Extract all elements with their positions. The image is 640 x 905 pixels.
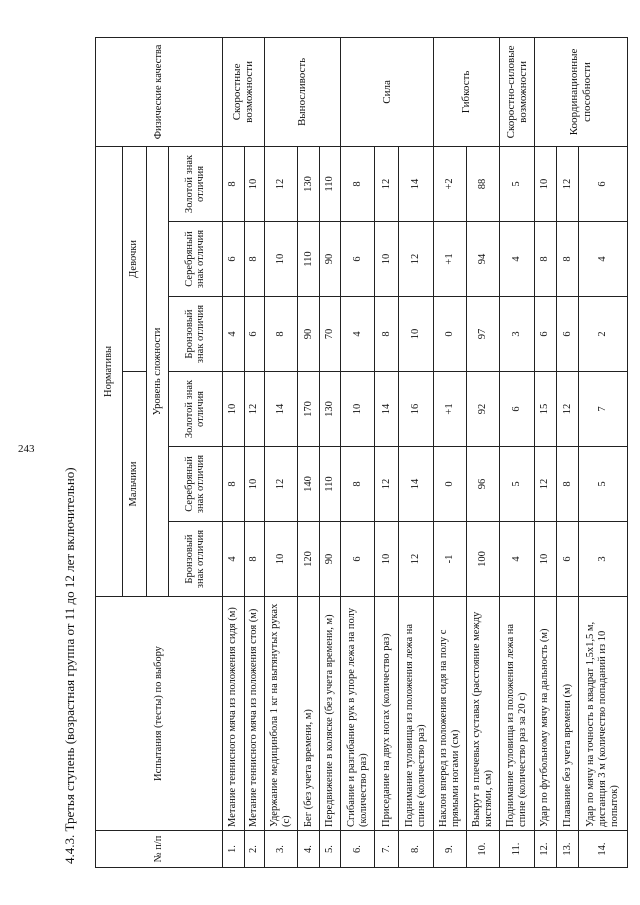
table-row — [341, 37, 374, 867]
test-name: Поднимание туловища из положения лежа на спине (количество раз) — [399, 597, 433, 831]
header-boys: Мальчики — [122, 372, 146, 597]
test-name: Бег (без учета времени, м) — [298, 597, 320, 831]
norm-boys-gold: 12 — [244, 372, 264, 447]
table-row — [320, 37, 341, 867]
norm-girls-bronze: 97 — [466, 297, 499, 372]
norm-girls-silver: 94 — [466, 222, 499, 297]
table-row — [374, 37, 398, 867]
norm-girls-bronze: 6 — [244, 297, 264, 372]
norm-girls-gold: 5 — [500, 146, 534, 221]
physical-quality: Координационные способности — [534, 37, 627, 146]
row-number: 3. — [264, 831, 297, 868]
header-boys-bronze: Бронзовый знак отличия — [169, 522, 222, 597]
norm-boys-silver: 110 — [320, 447, 341, 522]
table-body — [222, 37, 627, 867]
table-row — [244, 37, 264, 867]
row-number: 5. — [320, 831, 341, 868]
test-name: Сгибание и разгибание рук в упоре лежа на полу (количество раз) — [341, 597, 374, 831]
norm-girls-bronze: 3 — [500, 297, 534, 372]
norm-boys-silver: 8 — [222, 447, 244, 522]
norm-girls-gold: 110 — [320, 146, 341, 221]
norm-boys-gold: 6 — [500, 372, 534, 447]
header-level: Уровень сложности — [147, 146, 169, 596]
row-number: 14. — [579, 831, 628, 868]
physical-quality: Выносливость — [264, 37, 341, 146]
norm-boys-gold: 130 — [320, 372, 341, 447]
header-girls-gold: Золотой знак отличия — [169, 146, 222, 221]
norm-girls-silver: 110 — [298, 222, 320, 297]
norm-boys-bronze: 4 — [222, 522, 244, 597]
header-quality: Физические качества — [96, 37, 223, 146]
norm-boys-gold: 92 — [466, 372, 499, 447]
norm-boys-bronze: 6 — [341, 522, 374, 597]
norm-boys-silver: 96 — [466, 447, 499, 522]
norm-girls-silver: 90 — [320, 222, 341, 297]
norm-girls-bronze: 6 — [556, 297, 578, 372]
row-number: 2. — [244, 831, 264, 868]
norm-girls-bronze: 4 — [341, 297, 374, 372]
table-row — [264, 37, 297, 867]
test-name: Выкрут в плечевых суставах (расстояние между кистями, см) — [466, 597, 499, 831]
norm-girls-gold: 8 — [222, 146, 244, 221]
norm-boys-gold: 10 — [222, 372, 244, 447]
row-number: 13. — [556, 831, 578, 868]
table-row — [466, 37, 499, 867]
header-norms: Нормативы — [96, 146, 123, 596]
norm-boys-bronze: 10 — [374, 522, 398, 597]
norm-girls-gold: 12 — [264, 146, 297, 221]
norm-girls-silver: 6 — [222, 222, 244, 297]
norm-girls-gold: 88 — [466, 146, 499, 221]
norm-girls-gold: 130 — [298, 146, 320, 221]
norm-girls-gold: +2 — [433, 146, 466, 221]
norm-girls-silver: 8 — [534, 222, 556, 297]
row-number: 6. — [341, 831, 374, 868]
row-number: 8. — [399, 831, 433, 868]
norm-boys-silver: 10 — [244, 447, 264, 522]
row-number: 11. — [500, 831, 534, 868]
test-name: Поднимание туловища из положения лежа на спине (количество раз за 20 с) — [500, 597, 534, 831]
table-container — [95, 38, 628, 868]
norm-girls-silver: 4 — [579, 222, 628, 297]
norm-boys-bronze: 120 — [298, 522, 320, 597]
test-name: Удар по мячу на точность в квадрат 1,5x1,5 м, дистанция 3 м (количество попаданий из 10 попыток) — [579, 597, 628, 831]
norm-girls-silver: +1 — [433, 222, 466, 297]
norm-girls-bronze: 4 — [222, 297, 244, 372]
norm-boys-silver: 5 — [500, 447, 534, 522]
norm-girls-gold: 14 — [399, 146, 433, 221]
norm-girls-bronze: 10 — [399, 297, 433, 372]
norm-girls-silver: 8 — [556, 222, 578, 297]
table-row — [579, 37, 628, 867]
norm-boys-bronze: 10 — [264, 522, 297, 597]
header-boys-gold: Золотой знак отличия — [169, 372, 222, 447]
table-row — [534, 37, 556, 867]
norm-boys-silver: 5 — [579, 447, 628, 522]
test-name: Удержание медицинбола 1 кг на вытянутых руках (с) — [264, 597, 297, 831]
norm-girls-bronze: 90 — [298, 297, 320, 372]
norm-girls-silver: 4 — [500, 222, 534, 297]
table-row — [556, 37, 578, 867]
norm-boys-gold: 170 — [298, 372, 320, 447]
norm-boys-gold: 7 — [579, 372, 628, 447]
norm-boys-bronze: 10 — [534, 522, 556, 597]
norm-boys-bronze: 3 — [579, 522, 628, 597]
norm-boys-gold: 10 — [341, 372, 374, 447]
norm-boys-gold: 12 — [556, 372, 578, 447]
norm-boys-bronze: 6 — [556, 522, 578, 597]
physical-quality: Гибкость — [433, 37, 500, 146]
norm-boys-bronze: 4 — [500, 522, 534, 597]
test-name: Плавание без учета времени (м) — [556, 597, 578, 831]
table-row — [433, 37, 466, 867]
test-name: Метание теннисного мяча из положения стоя (м) — [244, 597, 264, 831]
table-row — [298, 37, 320, 867]
norm-girls-bronze: 8 — [374, 297, 398, 372]
norm-boys-silver: 8 — [556, 447, 578, 522]
test-name: Метание теннисного мяча из положения сидя (м) — [222, 597, 244, 831]
norm-boys-gold: 16 — [399, 372, 433, 447]
header-girls-bronze: Бронзовый знак отличия — [169, 297, 222, 372]
row-number: 9. — [433, 831, 466, 868]
norm-boys-bronze: 8 — [244, 522, 264, 597]
physical-quality: Сила — [341, 37, 433, 146]
section-heading: 4.4.3. Третья ступень (возрастная группа от 11 до 12 лет включительно) — [62, 467, 77, 864]
physical-quality: Скоростно-силовые возможности — [500, 37, 534, 146]
norm-boys-silver: 140 — [298, 447, 320, 522]
norm-boys-silver: 8 — [341, 447, 374, 522]
norm-girls-silver: 6 — [341, 222, 374, 297]
norm-boys-silver: 12 — [374, 447, 398, 522]
norm-girls-gold: 12 — [556, 146, 578, 221]
norm-boys-silver: 0 — [433, 447, 466, 522]
row-number: 7. — [374, 831, 398, 868]
norm-girls-gold: 12 — [374, 146, 398, 221]
norms-table — [95, 37, 628, 868]
norm-boys-bronze: 12 — [399, 522, 433, 597]
norm-girls-gold: 10 — [534, 146, 556, 221]
norm-girls-bronze: 70 — [320, 297, 341, 372]
norm-boys-silver: 12 — [534, 447, 556, 522]
norm-girls-silver: 12 — [399, 222, 433, 297]
table-row — [222, 37, 244, 867]
norm-girls-silver: 10 — [264, 222, 297, 297]
row-number: 4. — [298, 831, 320, 868]
norm-girls-bronze: 6 — [534, 297, 556, 372]
norm-boys-gold: +1 — [433, 372, 466, 447]
test-name: Наклон вперед из положения сидя на полу с прямыми ногами (см) — [433, 597, 466, 831]
test-name: Удар по футбольному мячу на дальность (м) — [534, 597, 556, 831]
header-girls-silver: Серебряный знак отличия — [169, 222, 222, 297]
row-number: 12. — [534, 831, 556, 868]
norm-girls-bronze: 2 — [579, 297, 628, 372]
table-row — [500, 37, 534, 867]
row-number: 1. — [222, 831, 244, 868]
table-row — [399, 37, 433, 867]
norm-boys-bronze: -1 — [433, 522, 466, 597]
norm-boys-gold: 14 — [374, 372, 398, 447]
norm-boys-gold: 15 — [534, 372, 556, 447]
norm-boys-bronze: 100 — [466, 522, 499, 597]
norm-girls-gold: 6 — [579, 146, 628, 221]
norm-boys-gold: 14 — [264, 372, 297, 447]
norm-boys-bronze: 90 — [320, 522, 341, 597]
norm-boys-silver: 14 — [399, 447, 433, 522]
header-num: № п/п — [96, 831, 223, 868]
page-number: 243 — [18, 443, 35, 455]
norm-girls-bronze: 0 — [433, 297, 466, 372]
norm-girls-silver: 10 — [374, 222, 398, 297]
norm-boys-silver: 12 — [264, 447, 297, 522]
norm-girls-gold: 8 — [341, 146, 374, 221]
header-test: Испытания (тесты) по выбору — [96, 597, 223, 831]
row-number: 10. — [466, 831, 499, 868]
test-name: Приседание на двух ногах (количество раз) — [374, 597, 398, 831]
header-boys-silver: Серебряный знак отличия — [169, 447, 222, 522]
norm-girls-silver: 8 — [244, 222, 264, 297]
norm-girls-bronze: 8 — [264, 297, 297, 372]
test-name: Передвижение в коляске (без учета времени, м) — [320, 597, 341, 831]
header-girls: Девочки — [122, 146, 146, 371]
norm-girls-gold: 10 — [244, 146, 264, 221]
physical-quality: Скоростные возможности — [222, 37, 264, 146]
